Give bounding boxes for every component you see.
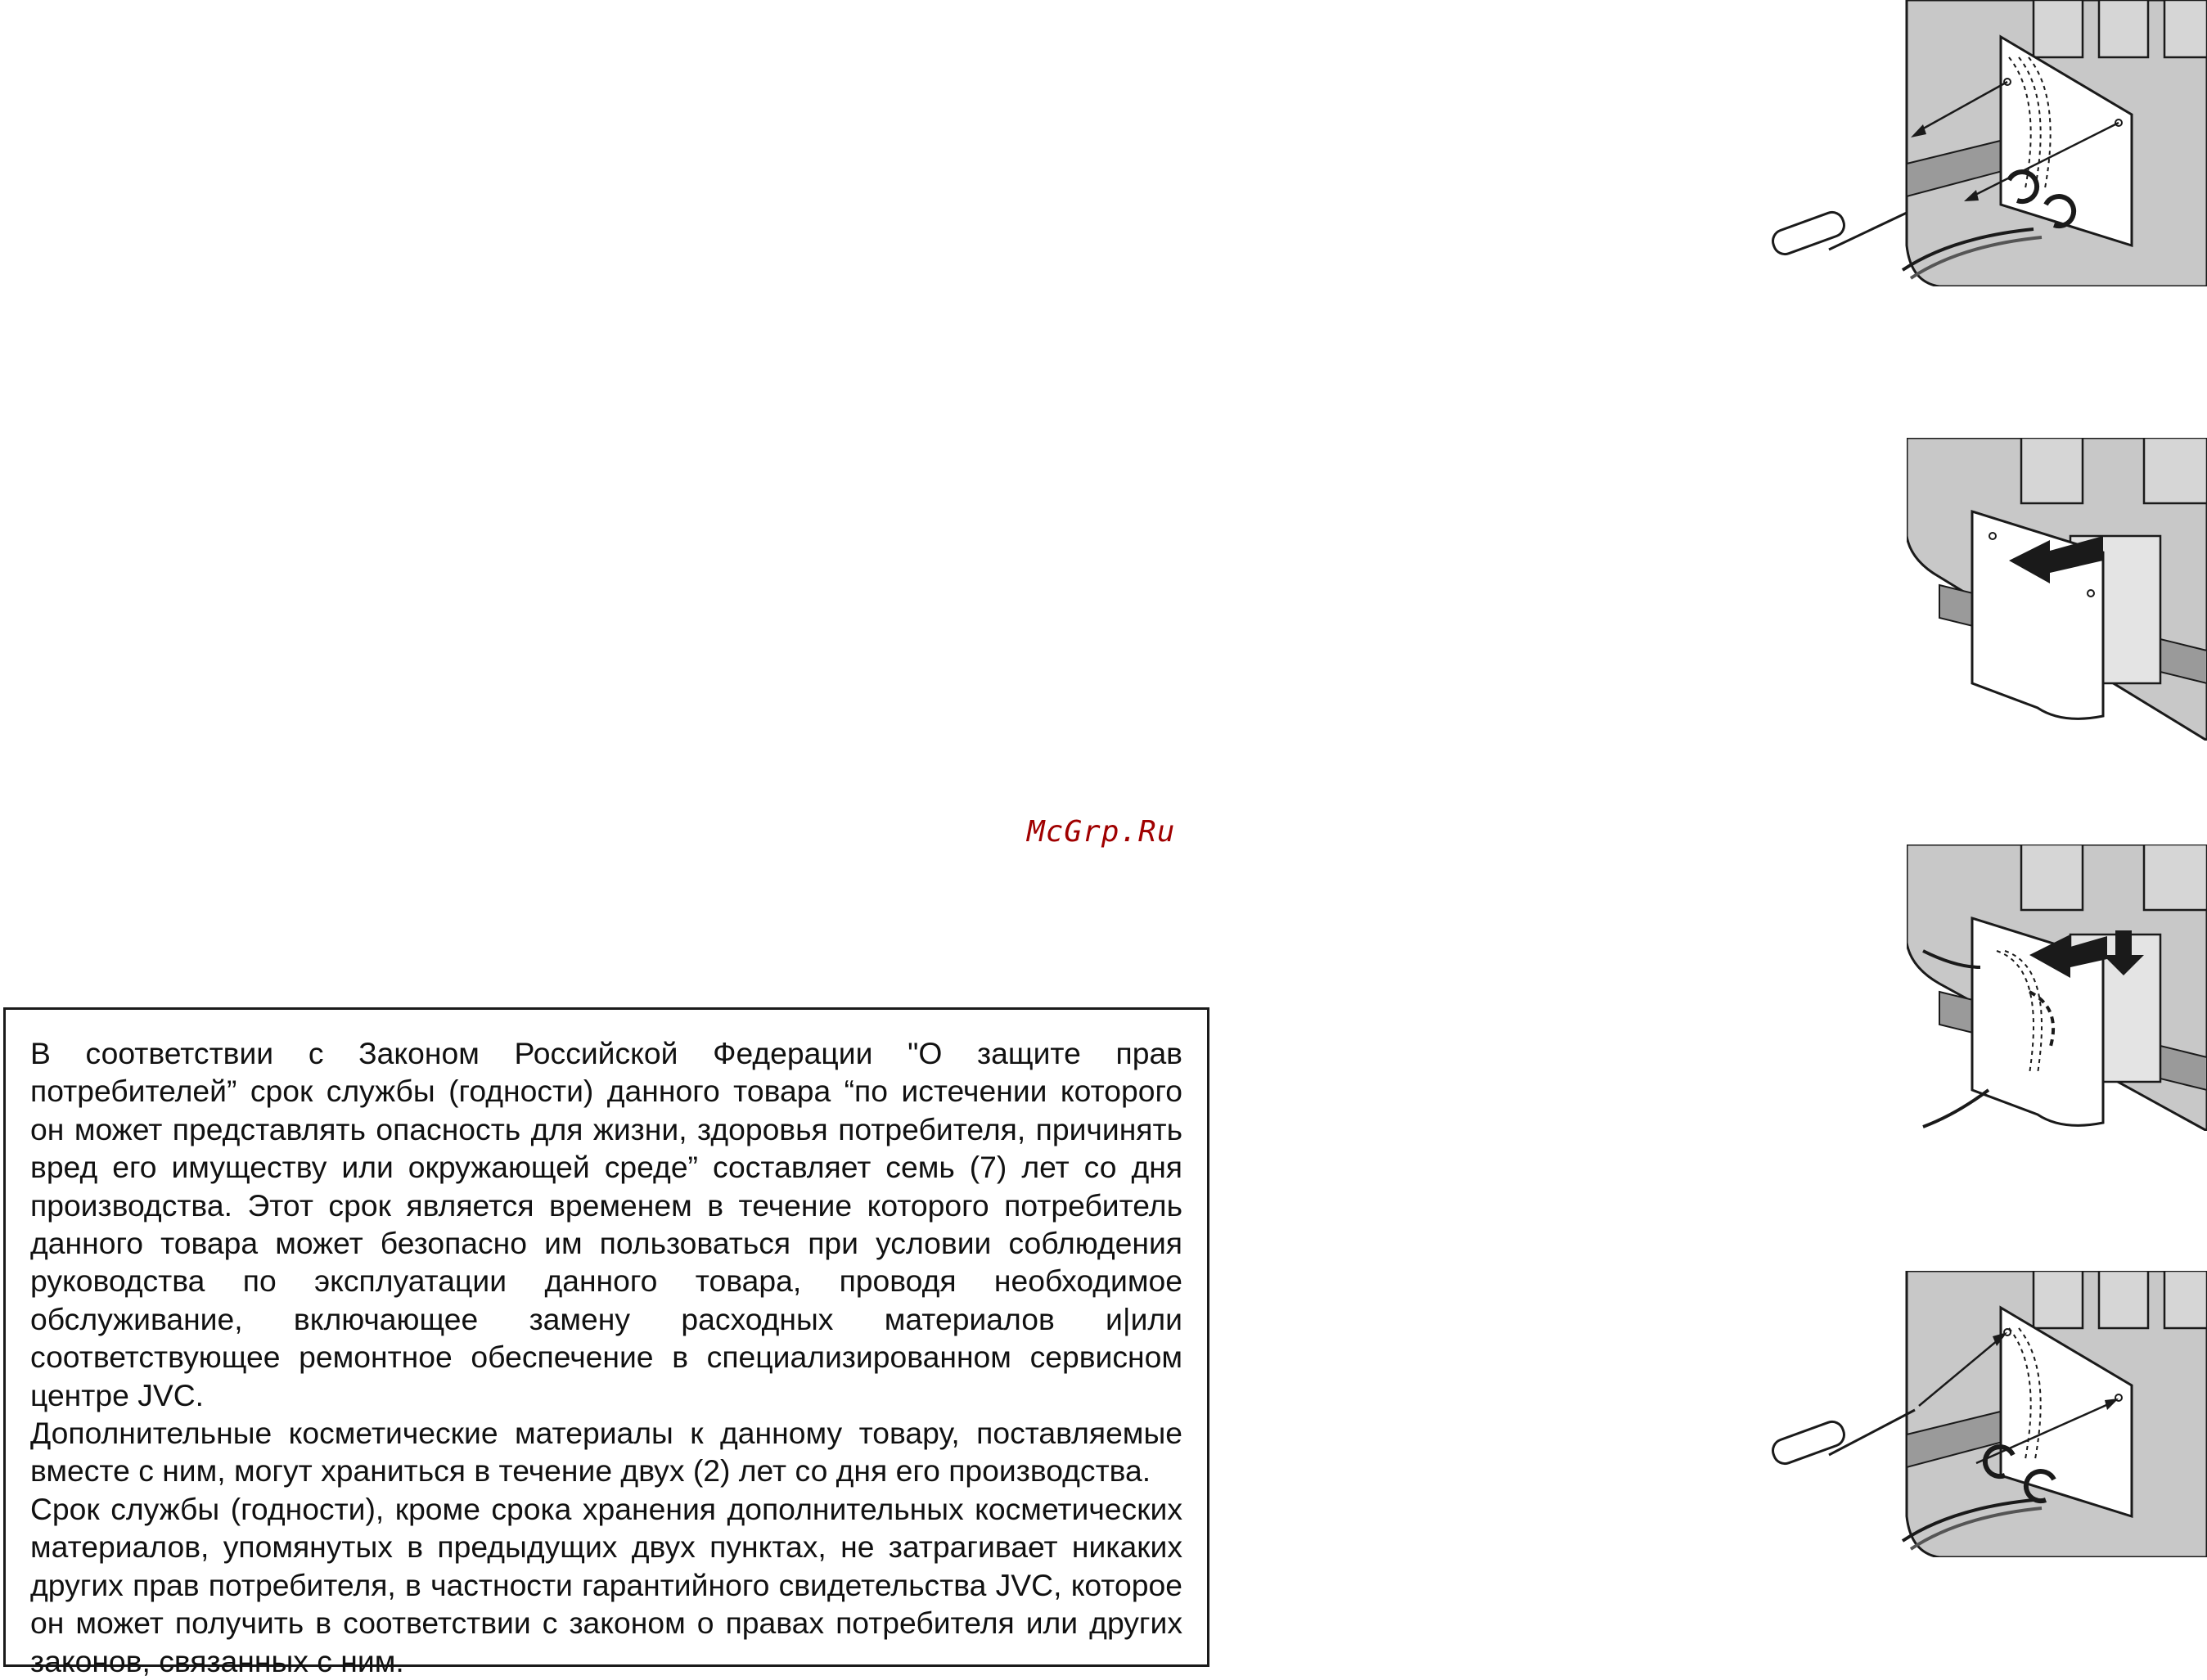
service-life-notice-box [3, 1007, 1209, 1678]
notice-paragraph-3: Срок службы (годности), кроме срока хранения дополнительных косметических материалов, упомянутых в предыдущих двух пунктах, не затрагивает никаких других прав потребителя, в частности гарантийного свидетельства JVC, которое он может получить в соответствии с законом о правах потребителя или других законов, связанных с ним. [30, 1491, 1182, 1678]
notice-paragraph-1: В соответствии с Законом Российской Федерации "О защите прав потребителей” срок службы (годности) данного товара “по истечении которого он может представлять опасность для жизни, здоровья потребителя, причинять вред его имуществу или окружающей среде” составляет семь (7) лет со дня производства. Этот срок является временем в течение которого потребитель данного товара может безопасно им пользоваться при условии соблюдения руководства по эксплуатации данного товара, проводя необходимое обслуживание, включающее замену расходных материалов и|или соответствующее ремонтное обеспечение в специализированном сервисном центре JVC. [30, 1036, 1182, 1412]
cover-slide-off-illustration [1907, 438, 2207, 741]
cover-remove-screws-illustration [1763, 0, 2207, 286]
cover-attach-illustration [1907, 845, 2207, 1131]
cover-fasten-screws-illustration [1763, 1271, 2207, 1557]
notice-text [30, 1034, 1182, 1680]
watermark-text: McGrp.Ru [1027, 815, 1176, 849]
notice-paragraph-2: Дополнительные косметические материалы к данному товару, поставляемые вместе с ним, могут храниться в течение двух (2) лет со дня его производства. [30, 1416, 1182, 1489]
